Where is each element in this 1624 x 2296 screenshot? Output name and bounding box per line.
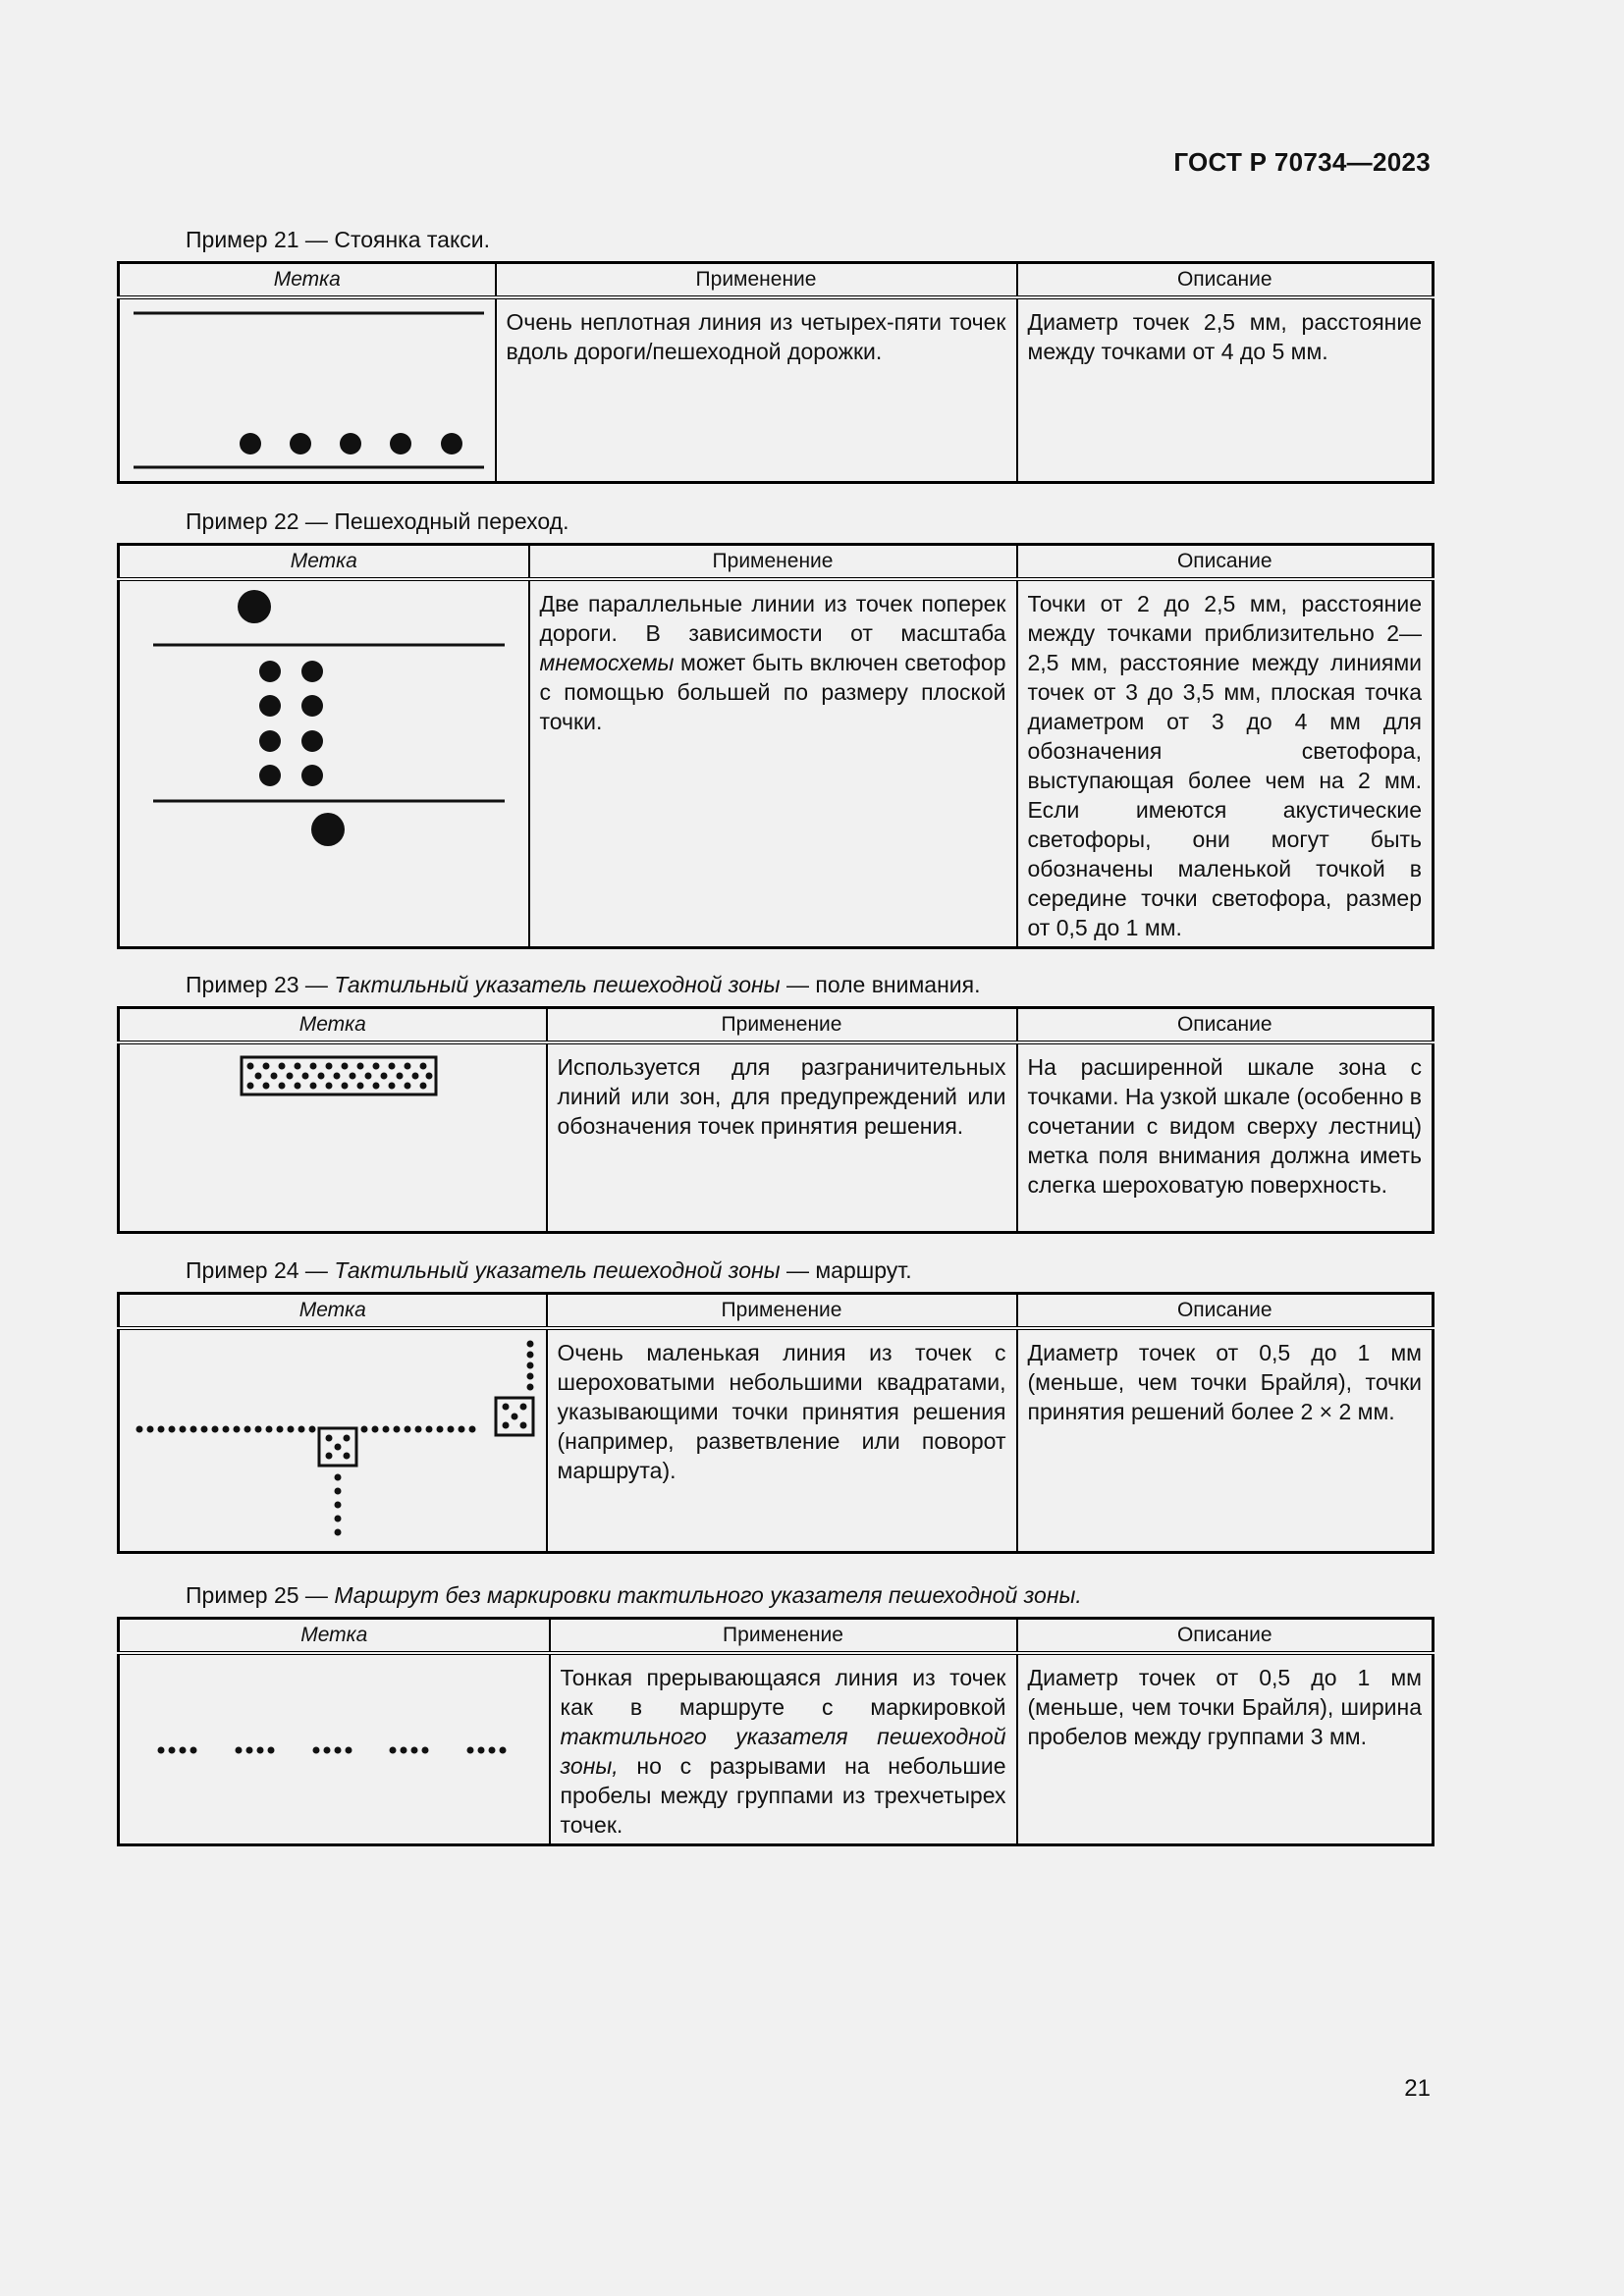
example-23-application: Используется для разграничительных линий или зон, для предупреждений или обозначения точек принятия решения.: [547, 1042, 1017, 1233]
column-mark: Метка: [119, 545, 529, 580]
page-number: 21: [1404, 2075, 1431, 2102]
example-25-application: Тонкая прерывающаяся линия из точек как в маршруте с маркировкой тактильного указателя пешеходной зоны, но с разрывами на небольшие пробелы между группами из трехчетырех точек.: [550, 1653, 1017, 1845]
example-23-table: [117, 1006, 1435, 1234]
column-description: Описание: [1017, 1619, 1434, 1654]
example-21-application: Очень неплотная линия из четырех-пяти точек вдоль дороги/пешеходной дорожки.: [496, 297, 1017, 483]
example-25-description: Диаметр точек от 0,5 до 1 мм (меньше, чем точки Брайля), ширина пробелов между группами 3 мм.: [1017, 1653, 1434, 1845]
example-24-mark: [119, 1328, 547, 1553]
example-22-application: Две параллельные линии из точек поперек дороги. В зависимости от масштаба мнемосхемы может быть включен светофор с помощью большей по размеру плоской точки.: [529, 579, 1017, 948]
example-23-description: На расширенной шкале зона с точками. На узкой шкале (особенно в сочетании с видом сверху лестниц) метка поля внимания должна иметь слегка шероховатую поверхность.: [1017, 1042, 1434, 1233]
column-description: Описание: [1017, 263, 1434, 298]
taxi-stand-symbol: [120, 299, 497, 481]
example-21-mark: [119, 297, 496, 483]
column-application: Применение: [550, 1619, 1017, 1654]
example-23-caption: Пример 23 — Тактильный указатель пешеходной зоны — поле внимания.: [186, 972, 981, 997]
example-24-application: Очень маленькая линия из точек с шероховатыми небольшими квадратами, указывающими точки принятия решения (например, разветвление или поворот маршрута).: [547, 1328, 1017, 1553]
example-21-table: [117, 261, 1435, 484]
example-25-table: [117, 1617, 1435, 1846]
example-22-description: Точки от 2 до 2,5 мм, расстояние между точками приблизительно 2—2,5 мм, расстояние между линиями точек от 3 до 3,5 мм, плоская точка диаметром от 3 до 4 мм для обозначения светофора, выступающая более чем на 2 мм. Если имеются акустические светофоры, они могут быть обозначены маленькой точкой в середине точки светофора, размер от 0,5 до 1 мм.: [1017, 579, 1434, 948]
example-24-caption: Пример 24 — Тактильный указатель пешеходной зоны — маршрут.: [186, 1257, 912, 1283]
column-mark: Метка: [119, 263, 496, 298]
column-description: Описание: [1017, 1008, 1434, 1043]
attention-field-symbol: [120, 1044, 548, 1231]
example-22-table: [117, 543, 1435, 949]
document-header: ГОСТ Р 70734—2023: [1173, 147, 1431, 177]
example-21-description: Диаметр точек 2,5 мм, расстояние между точками от 4 до 5 мм.: [1017, 297, 1434, 483]
column-application: Применение: [496, 263, 1017, 298]
column-mark: Метка: [119, 1294, 547, 1329]
example-24-table: [117, 1292, 1435, 1554]
column-mark: Метка: [119, 1619, 550, 1654]
column-description: Описание: [1017, 1294, 1434, 1329]
example-23-mark: [119, 1042, 547, 1233]
example-25-mark: [119, 1653, 550, 1845]
column-mark: Метка: [119, 1008, 547, 1043]
example-21-caption: Пример 21 — Стоянка такси.: [186, 227, 491, 252]
unmarked-route-symbol: [120, 1655, 551, 1840]
example-24-description: Диаметр точек от 0,5 до 1 мм (меньше, чем точки Брайля), точки принятия решений более 2 × 2 мм.: [1017, 1328, 1434, 1553]
pedestrian-crossing-symbol: [120, 581, 530, 944]
example-22-mark: [119, 579, 529, 948]
column-description: Описание: [1017, 545, 1434, 580]
example-25-caption: Пример 25 — Маршрут без маркировки тактильного указателя пешеходной зоны.: [186, 1582, 1082, 1608]
example-22-caption: Пример 22 — Пешеходный переход.: [186, 508, 569, 534]
route-symbol: [120, 1330, 548, 1551]
column-application: Применение: [529, 545, 1017, 580]
column-application: Применение: [547, 1008, 1017, 1043]
column-application: Применение: [547, 1294, 1017, 1329]
